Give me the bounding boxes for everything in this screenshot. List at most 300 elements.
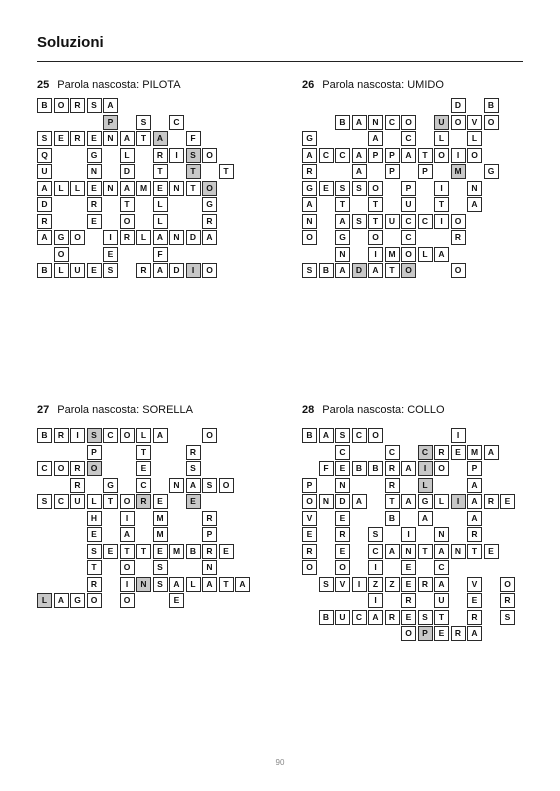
puzzle-number: 25 [37,79,50,91]
crossword-cell: L [54,263,69,278]
crossword-cell: S [153,560,168,575]
crossword-cell: B [385,511,400,526]
crossword-cell: F [186,131,201,146]
crossword-cell: P [103,115,118,130]
crossword-cell: M [136,181,151,196]
crossword-cell: A [467,494,482,509]
crossword-cell: L [418,478,433,493]
crossword-cell: M [169,544,184,559]
crossword-cell: T [136,131,151,146]
crossword-cell: A [302,197,317,212]
crossword-cell: I [434,181,449,196]
crossword-cell: R [385,610,400,625]
crossword-cell: A [37,230,52,245]
puzzle-number: 28 [302,404,315,416]
crossword-cell: S [335,428,350,443]
crossword-cell: A [352,115,367,130]
crossword-cell: O [202,181,217,196]
crossword-cell: I [368,247,383,262]
crossword-cell: T [385,263,400,278]
crossword-cell: G [335,230,350,245]
crossword-cell: H [87,511,102,526]
crossword-cell: S [202,478,217,493]
crossword-cell: G [418,494,433,509]
crossword-cell: C [37,461,52,476]
crossword-cell: A [120,131,135,146]
crossword-cell: S [186,461,201,476]
crossword-cell: A [467,197,482,212]
crossword-cell: G [484,164,499,179]
crossword-cell: T [103,494,118,509]
crossword-cell: C [385,115,400,130]
crossword-cell: L [136,428,151,443]
crossword-cell: A [434,577,449,592]
crossword-cell: E [169,593,184,608]
crossword-cell: T [434,610,449,625]
crossword-cell: O [401,626,416,641]
crossword-cell: E [451,445,466,460]
crossword-cell: R [186,445,201,460]
puzzle-label: Parola nascosta: UMIDO [322,79,444,91]
crossword-cell: O [451,214,466,229]
crossword-cell: O [54,98,69,113]
crossword-cell: O [120,560,135,575]
crossword-cell: L [186,577,201,592]
crossword-cell: O [500,577,515,592]
crossword-cell: P [385,164,400,179]
crossword-cell: Z [385,577,400,592]
crossword-cell: I [418,461,433,476]
crossword-cell: R [54,428,69,443]
crossword-cell: L [467,131,482,146]
crossword-cell: L [434,131,449,146]
crossword-cell: I [103,230,118,245]
crossword-cell: P [87,445,102,460]
title-divider [37,61,523,62]
crossword-cell: I [368,593,383,608]
crossword-cell: R [385,478,400,493]
crossword-cell: C [401,131,416,146]
crossword-cell: E [467,593,482,608]
crossword-cell: C [136,478,151,493]
crossword-cell: E [302,527,317,542]
crossword-cell: U [335,610,350,625]
crossword-cell: E [319,181,334,196]
crossword-cell: R [202,544,217,559]
crossword-cell: O [434,461,449,476]
crossword-cell: A [418,511,433,526]
crossword-cell: C [352,428,367,443]
crossword-cell: I [169,148,184,163]
crossword-cell: C [418,445,433,460]
crossword-cell: R [335,527,350,542]
crossword-cell: M [153,511,168,526]
crossword-cell: G [87,148,102,163]
crossword-cell: T [153,164,168,179]
crossword-cell: E [500,494,515,509]
crossword-cell: S [418,610,433,625]
crossword-cell: R [418,577,433,592]
crossword-cell: L [153,214,168,229]
crossword-cell: R [434,445,449,460]
crossword-cell: B [484,98,499,113]
crossword-cell: T [120,197,135,212]
crossword-cell: C [418,214,433,229]
crossword-cell: S [352,181,367,196]
crossword-cell: E [153,544,168,559]
crossword-cell: G [302,131,317,146]
crossword-cell: A [120,527,135,542]
crossword-cell: R [484,494,499,509]
crossword-cell: R [70,461,85,476]
crossword-cell: I [451,494,466,509]
crossword-cell: A [335,263,350,278]
crossword-cell: O [120,593,135,608]
crossword-cell: N [169,478,184,493]
crossword-cell: B [37,98,52,113]
crossword-cell: T [418,148,433,163]
puzzle-header-25 [37,79,181,91]
crossword-cell: V [467,577,482,592]
crossword-cell: O [70,230,85,245]
crossword-cell: A [434,247,449,262]
crossword-cell: L [136,230,151,245]
crossword-cell: R [467,527,482,542]
puzzle-header-26 [302,79,444,91]
crossword-cell: A [153,131,168,146]
crossword-cell: S [153,577,168,592]
crossword-cell: U [401,197,416,212]
crossword-cell: O [467,148,482,163]
crossword-cell: A [37,181,52,196]
crossword-cell: A [103,98,118,113]
crossword-cell: A [467,626,482,641]
crossword-cell: E [87,181,102,196]
crossword-cell: R [451,230,466,245]
crossword-cell: G [302,181,317,196]
crossword-cell: A [385,544,400,559]
crossword-cell: I [70,428,85,443]
crossword-cell: E [153,494,168,509]
crossword-cell: E [136,461,151,476]
crossword-cell: T [385,494,400,509]
crossword-cell: R [87,577,102,592]
crossword-cell: R [385,461,400,476]
crossword-cell: T [136,544,151,559]
crossword-cell: T [219,577,234,592]
crossword-cell: U [434,593,449,608]
crossword-cell: L [70,181,85,196]
crossword-cell: O [451,263,466,278]
crossword-cell: G [54,230,69,245]
crossword-cell: R [467,610,482,625]
crossword-cell: N [169,181,184,196]
crossword-cell: S [37,131,52,146]
crossword-cell: R [136,494,151,509]
crossword-cell: E [186,494,201,509]
crossword-cell: S [87,428,102,443]
crossword-cell: O [54,461,69,476]
crossword-cell: C [368,544,383,559]
crossword-cell: E [434,626,449,641]
crossword-cell: E [484,544,499,559]
crossword-cell: L [153,197,168,212]
crossword-cell: D [335,494,350,509]
crossword-cell: T [219,164,234,179]
crossword-cell: S [319,577,334,592]
crossword-cell: A [153,230,168,245]
crossword-cell: P [467,461,482,476]
crossword-cell: I [186,263,201,278]
puzzle-header-27 [37,404,193,416]
crossword-cell: B [319,263,334,278]
crossword-cell: N [319,494,334,509]
crossword-cell: S [87,98,102,113]
crossword-cell: F [319,461,334,476]
crossword-cell: R [136,263,151,278]
crossword-cell: L [434,494,449,509]
crossword-cell: A [401,494,416,509]
crossword-cell: A [484,445,499,460]
crossword-cell: A [302,148,317,163]
crossword-cell: S [352,214,367,229]
crossword-cell: B [335,115,350,130]
crossword-cell: C [103,428,118,443]
crossword-cell: N [335,247,350,262]
crossword-cell: S [136,115,151,130]
crossword-cell: I [352,577,367,592]
crossword-cell: O [87,461,102,476]
crossword-cell: E [87,263,102,278]
crossword-cell: D [352,263,367,278]
crossword-cell: E [335,511,350,526]
crossword-cell: D [169,263,184,278]
crossword-cell: N [335,478,350,493]
crossword-cell: A [335,214,350,229]
crossword-cell: I [451,428,466,443]
crossword-cell: N [467,181,482,196]
crossword-cell: S [103,263,118,278]
crossword-cell: A [54,593,69,608]
crossword-cell: P [202,527,217,542]
crossword-cell: N [302,214,317,229]
crossword-cell: S [186,148,201,163]
crossword-cell: C [434,560,449,575]
crossword-cell: A [368,131,383,146]
crossword-cell: S [37,494,52,509]
crossword-cell: N [434,527,449,542]
crossword-cell: G [202,197,217,212]
crossword-cell: O [202,148,217,163]
crossword-cell: O [401,115,416,130]
crossword-cell: T [186,181,201,196]
crossword-cell: O [54,247,69,262]
crossword-cell: O [219,478,234,493]
crossword-cell: E [153,181,168,196]
crossword-cell: M [451,164,466,179]
page-title: Soluzioni [37,34,104,51]
crossword-cell: B [319,610,334,625]
crossword-cell: E [87,214,102,229]
crossword-cell: I [401,527,416,542]
crossword-cell: T [467,544,482,559]
crossword-cell: E [401,560,416,575]
crossword-cell: A [235,577,250,592]
crossword-cell: E [335,544,350,559]
crossword-cell: A [153,428,168,443]
crossword-cell: I [120,511,135,526]
crossword-cell: O [451,115,466,130]
crossword-cell: N [87,164,102,179]
crossword-cell: R [401,593,416,608]
crossword-cell: E [87,527,102,542]
crossword-cell: R [70,478,85,493]
crossword-cell: Q [37,148,52,163]
crossword-cell: A [467,478,482,493]
crossword-cell: R [202,511,217,526]
crossword-cell: A [202,230,217,245]
crossword-cell: T [368,214,383,229]
crossword-cell: S [368,527,383,542]
crossword-cell: N [103,131,118,146]
crossword-cell: A [186,478,201,493]
crossword-cell: R [87,197,102,212]
crossword-cell: B [352,461,367,476]
crossword-cell: I [368,560,383,575]
crossword-cell: R [302,164,317,179]
crossword-cell: A [434,544,449,559]
crossword-cell: S [87,544,102,559]
crossword-cell: E [401,610,416,625]
puzzle-header-28 [302,404,445,416]
crossword-cell: O [120,494,135,509]
crossword-cell: A [467,511,482,526]
crossword-cell: O [302,494,317,509]
crossword-cell: O [434,148,449,163]
crossword-cell: O [120,214,135,229]
crossword-cell: B [302,428,317,443]
crossword-cell: R [153,148,168,163]
crossword-cell: C [401,214,416,229]
crossword-cell: A [368,263,383,278]
crossword-cell: T [120,544,135,559]
crossword-cell: I [451,148,466,163]
puzzle-label: Parola nascosta: COLLO [322,404,445,416]
crossword-cell: U [37,164,52,179]
crossword-cell: P [302,478,317,493]
crossword-cell: T [136,445,151,460]
crossword-cell: M [467,445,482,460]
crossword-cell: S [335,181,350,196]
crossword-cell: L [54,181,69,196]
crossword-cell: C [352,610,367,625]
crossword-cell: T [368,197,383,212]
crossword-cell: L [37,593,52,608]
crossword-cell: E [54,131,69,146]
crossword-cell: S [500,610,515,625]
crossword-cell: N [136,577,151,592]
crossword-cell: U [385,214,400,229]
crossword-cell: C [54,494,69,509]
crossword-cell: I [120,577,135,592]
crossword-cell: R [500,593,515,608]
puzzle-number: 27 [37,404,50,416]
crossword-cell: P [385,148,400,163]
crossword-cell: A [401,148,416,163]
crossword-cell: V [302,511,317,526]
crossword-cell: M [385,247,400,262]
crossword-cell: O [202,263,217,278]
crossword-cell: R [70,98,85,113]
crossword-cell: C [385,445,400,460]
crossword-cell: S [302,263,317,278]
crossword-cell: A [153,263,168,278]
crossword-cell: G [70,593,85,608]
crossword-cell: A [352,164,367,179]
crossword-cell: N [368,115,383,130]
crossword-cell: T [434,197,449,212]
crossword-cell: M [153,527,168,542]
crossword-cell: A [202,577,217,592]
crossword-cell: E [87,131,102,146]
crossword-cell: D [37,197,52,212]
crossword-cell: R [37,214,52,229]
crossword-cell: P [418,164,433,179]
crossword-cell: O [202,428,217,443]
crossword-cell: C [335,445,350,460]
crossword-cell: R [302,544,317,559]
crossword-cell: O [401,247,416,262]
crossword-cell: A [401,461,416,476]
crossword-cell: A [352,494,367,509]
crossword-cell: N [169,230,184,245]
puzzle-number: 26 [302,79,315,91]
crossword-cell: B [368,461,383,476]
crossword-cell: P [368,148,383,163]
crossword-cell: I [434,214,449,229]
crossword-cell: T [87,560,102,575]
crossword-cell: L [418,247,433,262]
crossword-cell: C [319,148,334,163]
crossword-cell: T [186,164,201,179]
crossword-cell: U [70,494,85,509]
crossword-cell: R [451,626,466,641]
puzzle-label: Parola nascosta: SORELLA [57,404,193,416]
crossword-cell: O [484,115,499,130]
puzzle-label: Parola nascosta: PILOTA [57,79,181,91]
crossword-cell: U [434,115,449,130]
crossword-cell: C [335,148,350,163]
crossword-cell: E [103,247,118,262]
crossword-cell: A [352,148,367,163]
crossword-cell: E [103,544,118,559]
crossword-cell: T [418,544,433,559]
crossword-cell: R [70,131,85,146]
crossword-cell: A [120,181,135,196]
crossword-cell: E [219,544,234,559]
crossword-cell: A [319,428,334,443]
crossword-cell: Z [368,577,383,592]
crossword-cell: P [401,181,416,196]
crossword-cell: N [451,544,466,559]
crossword-cell: O [368,230,383,245]
crossword-cell: V [335,577,350,592]
crossword-cell: C [401,230,416,245]
crossword-cell: R [202,214,217,229]
crossword-cell: O [302,560,317,575]
crossword-cell: G [103,478,118,493]
crossword-cell: V [467,115,482,130]
